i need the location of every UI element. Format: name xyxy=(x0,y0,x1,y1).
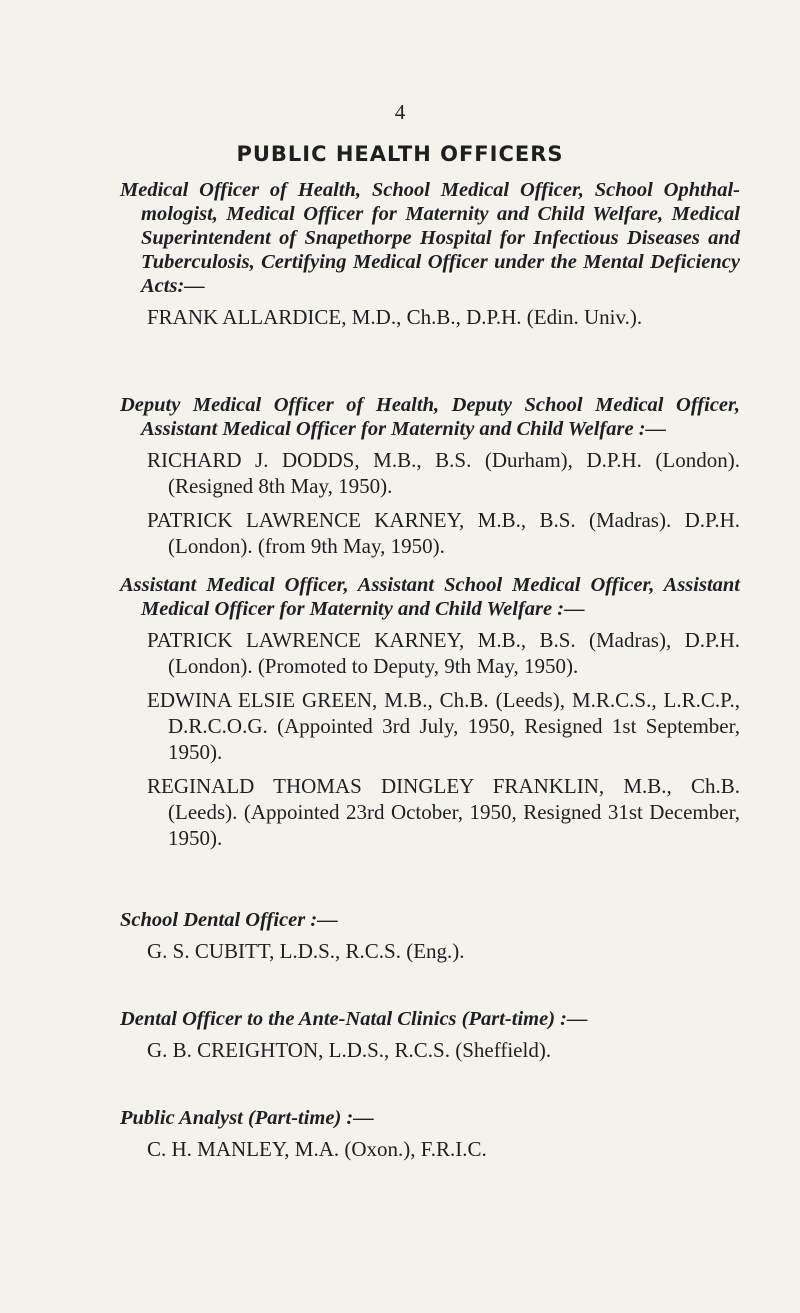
section-medical-officer-of-health xyxy=(120,178,740,330)
section-ante-natal-dental-officer xyxy=(120,1007,740,1063)
officer-entry: FRANK ALLARDICE, M.D., Ch.B., D.P.H. (Edin. Univ.). xyxy=(147,305,643,329)
section-title: Assistant Medical Officer, Assistant School Medical Officer, Assistant Medical Officer for Maternity and Child Welfare :— xyxy=(120,574,740,620)
officer-entry: G. B. CREIGHTON, L.D.S., R.C.S. (Sheffield). xyxy=(147,1038,552,1062)
officer-entry: PATRICK LAWRENCE KARNEY, M.B., B.S. (Madras). D.P.H. (London). (from 9th May, 1950). xyxy=(147,508,740,558)
section-school-dental-officer xyxy=(120,908,740,964)
officer-entry: REGINALD THOMAS DINGLEY FRANKLIN, M.B., Ch.B. (Leeds). (Appointed 23rd October, 1950, Resigned 31st December, 1950). xyxy=(147,774,740,850)
section-title: Dental Officer to the Ante-Natal Clinics (Part-time) :— xyxy=(120,1008,588,1030)
page-title: PUBLIC HEALTH OFFICERS xyxy=(236,142,564,166)
officer-entry: PATRICK LAWRENCE KARNEY, M.B., B.S. (Madras), D.P.H. (London). (Promoted to Deputy, 9th May, 1950). xyxy=(147,628,740,678)
officer-entry: RICHARD J. DODDS, M.B., B.S. (Durham), D.P.H. (London). (Resigned 8th May, 1950). xyxy=(147,448,740,498)
officer-entry: EDWINA ELSIE GREEN, M.B., Ch.B. (Leeds), M.R.C.S., L.R.C.P., D.R.C.O.G. (Appointed 3rd July, 1950, Resigned 1st September, 1950). xyxy=(147,688,740,764)
officer-entry: C. H. MANLEY, M.A. (Oxon.), F.R.I.C. xyxy=(147,1137,487,1161)
section-deputy-medical-officer xyxy=(120,393,740,559)
page-number: 4 xyxy=(394,100,406,124)
section-title: School Dental Officer :— xyxy=(120,909,338,931)
section-assistant-medical-officer xyxy=(120,573,740,851)
officer-entry: G. S. CUBITT, L.D.S., R.C.S. (Eng.). xyxy=(147,939,465,963)
section-title: Medical Officer of Health, School Medical Officer, School Ophthalmologist, Medical Officer for Maternity and Child Welfare, Medical Superintendent of Snapethorpe Hospital for Infectious Diseases and Tuberculosis, Certifying Medical Officer under the Mental Deficiency Acts:— xyxy=(120,179,740,297)
section-public-analyst xyxy=(120,1106,740,1162)
section-title: Deputy Medical Officer of Health, Deputy School Medical Officer, Assistant Medical Officer for Maternity and Child Welfare :— xyxy=(120,394,740,440)
section-title: Public Analyst (Part-time) :— xyxy=(120,1107,374,1129)
